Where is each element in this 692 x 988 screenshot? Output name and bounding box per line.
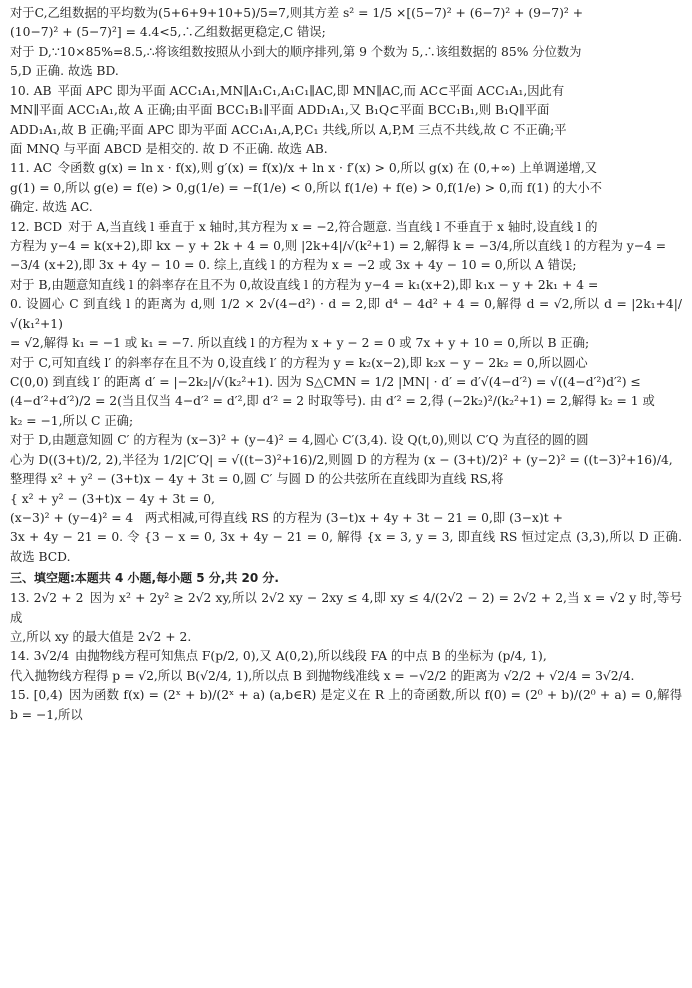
text-line: ADD₁A₁,故 B 正确;平面 APC 即为平面 ACC₁A₁,A,P,C₁ 共线,所以 A,P,M 三点不共线,故 C 不正确;平 — [10, 122, 567, 137]
text-line: g(1) = 0,所以 g(e) = f(e) > 0,g(1/e) = −f(1/e) < 0,所以 f(1/e) + f(e) > 0,f(1/e) > 0,而 f(1) 的大小不 — [10, 180, 602, 195]
text-line: −3/4 (x+2),即 3x + 4y − 10 = 0. 综上,直线 l 的方程为 x = −2 或 3x + 4y − 10 = 0,所以 A 错误; — [10, 258, 577, 273]
text-line: 代入抛物线方程得 p = √2,所以 B(√2/4, 1),所以点 B 到抛物线准线 x = −√2/2 的距离为 √2/2 + √2/4 = 3√2/4. — [10, 668, 635, 683]
answer-key: BCD — [33, 219, 63, 234]
text-line: 平面 APC 即为平面 ACC₁A₁,MN∥A₁C₁,A₁C₁∥AC,即 MN∥AC,而 AC⊂平面 ACC₁A₁,因此有 — [57, 83, 565, 98]
answer-key: 2√2 + 2 — [33, 591, 84, 606]
question-number: 10. — [10, 83, 30, 98]
answer-key: AB — [33, 83, 52, 98]
question-12 — [10, 218, 682, 237]
text-line: 0. 设圆心 C 到直线 l 的距离为 d,则 1/2 × 2√(4−d²) · d = 2,即 d⁴ − 4d² + 4 = 0,解得 d = √2,所以 d = |2k₁+4|/√(k₁²+1) — [10, 297, 682, 331]
text-line: 对于 B,由题意知直线 l 的斜率存在且不为 0,故设直线 l 的方程为 y−4 = k₁(x+2),即 k₁x − y + 2k₁ + 4 = — [10, 277, 599, 292]
equation-system-line — [10, 509, 682, 528]
question-11 — [10, 159, 682, 178]
text-line: 5,D 正确. 故选 BD. — [10, 64, 119, 79]
answer-key: AC — [33, 161, 52, 176]
question-number: 11. — [10, 161, 30, 176]
answer-key: [0,4) — [33, 688, 63, 703]
text-line: k₂ = −1,所以 C 正确; — [10, 413, 134, 428]
question-15 — [10, 686, 682, 725]
text-line: 对于 C,可知直线 l′ 的斜率存在且不为 0,设直线 l′ 的方程为 y = k₂(x−2),即 k₂x − y − 2k₂ = 0,所以圆心 — [10, 355, 588, 370]
section-heading: 三、填空题:本题共 4 小题,每小题 5 分,共 20 分. — [10, 571, 279, 586]
text-line: 因为函数 f(x) = (2ˣ + b)/(2ˣ + a) (a,b∈R) 是定义在 R 上的奇函数,所以 f(0) = (2⁰ + b)/(2⁰ + a) = 0,解得 b = −1,所以 — [10, 688, 682, 722]
text-line: 对于 A,当直线 l 垂直于 x 轴时,其方程为 x = −2,符合题意. 当直线 l 不垂直于 x 轴时,设直线 l 的 — [68, 219, 598, 234]
question-number: 15. — [10, 688, 30, 703]
text-line: 方程为 y−4 = k(x+2),即 kx − y + 2k + 4 = 0,则 |2k+4|/√(k²+1) = 2,解得 k = −3/4,所以直线 l 的方程为 y−4 = — [10, 239, 667, 254]
text-line: 面 MNQ 与平面 ABCD 是相交的. 故 D 不正确. 故选 AB. — [10, 141, 328, 156]
question-14 — [10, 647, 682, 666]
text-line: (4−d′²+d′²)/2 = 2(当且仅当 4−d′² = d′²,即 d′² = 2 时取等号). 由 d′² = 2,得 (−2k₂)²/(k₂²+1) = 2,解得 k₂ = 1 或 — [10, 394, 655, 409]
question-13 — [10, 589, 682, 628]
text-line: 对于 D,由题意知圆 C′ 的方程为 (x−3)² + (y−4)² = 4,圆心 C′(3,4). 设 Q(t,0),则以 C′Q 为直径的圆的圆 — [10, 433, 589, 448]
text-line: (10−7)² + (5−7)²] = 4.4<5,∴乙组数据更稳定,C 错误; — [10, 25, 326, 40]
question-number: 12. — [10, 219, 30, 234]
text-line: 由抛物线方程可知焦点 F(p/2, 0),又 A(0,2),所以线段 FA 的中点 B 的坐标为 (p/4, 1), — [75, 649, 547, 664]
text-line: 心为 D((3+t)/2, 2),半径为 1/2|C′Q| = √((t−3)²+16)/2,则圆 D 的方程为 (x − (3+t)/2)² + (y−2)² = ((t−3)²+16)/4, — [10, 452, 673, 467]
text-line: 令函数 g(x) = ln x · f(x),则 g′(x) = f(x)/x + ln x · f′(x) > 0,所以 g(x) 在 (0,+∞) 上单调递增,又 — [57, 161, 598, 176]
equation-system-line: (x−3)² + (y−4)² = 4 — [10, 510, 134, 525]
text-line: 两式相减,可得直线 RS 的方程为 (3−t)x + 4y + 3t − 21 = 0,即 (3−x)t + — [145, 510, 563, 525]
text-line: = √2,解得 k₁ = −1 或 k₁ = −7. 所以直线 l 的方程为 x + y − 2 = 0 或 7x + y + 10 = 0,所以 B 正确; — [10, 336, 590, 351]
text-line: C(0,0) 到直线 l′ 的距离 d′ = |−2k₂|/√(k₂²+1). 因为 S△CMN = 1/2 |MN| · d′ = d′√(4−d′²) = √((4−d′²)d′²) ≤ — [10, 375, 641, 390]
text-line: 对于 D,∵10×85%=8.5,∴将该组数按照从小到大的顺序排列,第 9 个数为 5,∴该组数据的 85% 分位数为 — [10, 44, 582, 59]
equation-system-line: { x² + y² − (3+t)x − 4y + 3t = 0, — [10, 491, 215, 506]
text-line: MN∥平面 ACC₁A₁,故 A 正确;由平面 BCC₁B₁∥平面 ADD₁A₁,又 B₁Q⊂平面 BCC₁B₁,则 B₁Q∥平面 — [10, 103, 550, 118]
question-10 — [10, 82, 682, 101]
answer-page — [10, 4, 682, 725]
text-line: 3x + 4y − 21 = 0. 令 {3 − x = 0, 3x + 4y − 21 = 0, 解得 {x = 3, y = 3, 即直线 RS 恒过定点 (3,3),所以 D 正确. 故选 BCD. — [10, 530, 682, 564]
text-line: 因为 x² + 2y² ≥ 2√2 xy,所以 2√2 xy − 2xy ≤ 4,即 xy ≤ 4/(2√2 − 2) = 2√2 + 2,当 x = √2 y 时,等号成 — [10, 591, 682, 625]
text-line: 确定. 故选 AC. — [10, 200, 93, 215]
answer-key: 3√2/4 — [33, 649, 70, 664]
question-number: 14. — [10, 649, 30, 664]
text-line: 对于C,乙组数据的平均数为(5+6+9+10+5)/5=7,则其方差 s² = 1/5 ×[(5−7)² + (6−7)² + (9−7)² + — [10, 6, 584, 20]
text-line: 整理得 x² + y² − (3+t)x − 4y + 3t = 0,圆 C′ 与圆 D 的公共弦所在直线即为直线 RS,将 — [10, 472, 504, 487]
question-number: 13. — [10, 591, 30, 606]
text-line: 立,所以 xy 的最大值是 2√2 + 2. — [10, 630, 192, 645]
